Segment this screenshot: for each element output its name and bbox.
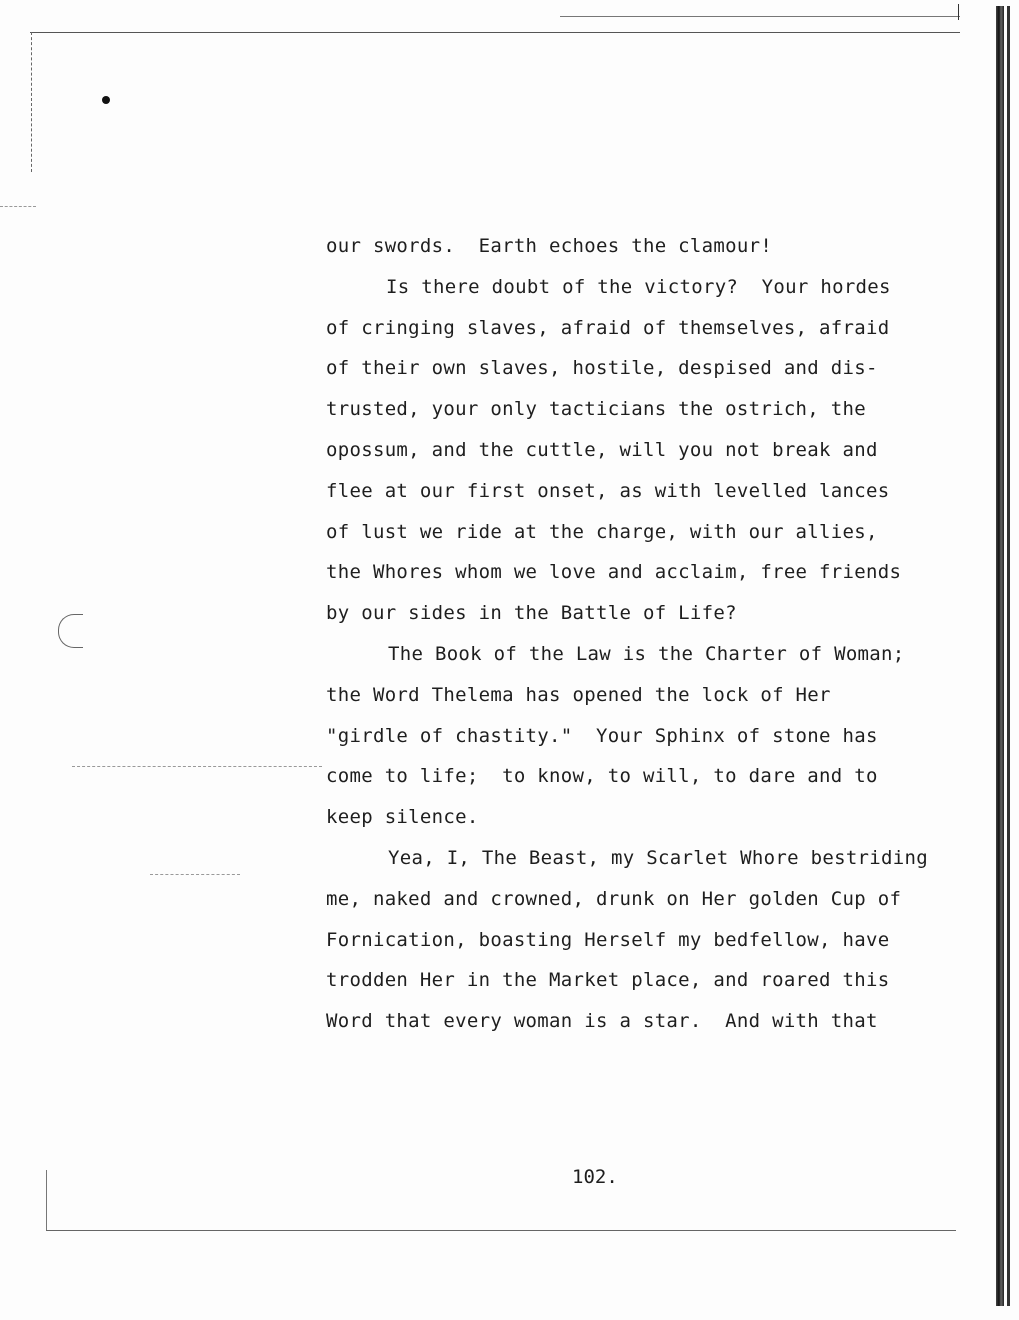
scan-border	[46, 1230, 956, 1231]
text-line: the Whores whom we love and acclaim, free friends	[326, 561, 902, 584]
scan-border	[31, 32, 32, 172]
scan-mark	[958, 4, 959, 20]
text-line: Fornication, boasting Herself my bedfellow, have	[326, 928, 890, 951]
page-number: 102.	[572, 1166, 618, 1188]
scan-border	[46, 1170, 47, 1230]
text-line: of cringing slaves, afraid of themselves, afraid	[326, 316, 890, 339]
text-line: trodden Her in the Market place, and roared this	[326, 969, 890, 992]
text-line: Is there doubt of the victory? Your hordes	[386, 275, 891, 298]
text-line: Word that every woman is a star. And with that	[326, 1010, 878, 1033]
text-line: come to life; to know, to will, to dare and to	[326, 765, 878, 788]
text-line: our swords. Earth echoes the clamour!	[326, 235, 773, 257]
scan-artifact	[58, 614, 83, 648]
text-line: by our sides in the Battle of Life?	[326, 602, 737, 625]
text-line: The Book of the Law is the Charter of Woman;	[388, 642, 905, 665]
text-line: the Word Thelema has opened the lock of Her	[326, 683, 831, 706]
text-line: of lust we ride at the charge, with our allies,	[326, 520, 878, 543]
scan-border	[560, 16, 960, 17]
scan-edge	[996, 6, 1004, 1306]
text-line: opossum, and the cuttle, will you not break and	[326, 438, 878, 461]
scan-artifact	[0, 206, 36, 207]
scan-artifact	[72, 766, 322, 767]
text-line: "girdle of chastity." Your Sphinx of stone has	[326, 724, 878, 747]
text-line: keep silence.	[326, 806, 479, 829]
scan-border	[30, 32, 960, 33]
text-line: of their own slaves, hostile, despised and dis-	[326, 357, 878, 380]
text-line: trusted, your only tacticians the ostrich, the	[326, 398, 866, 421]
text-line: Yea, I, The Beast, my Scarlet Whore bestriding	[388, 846, 928, 869]
body-text	[326, 226, 966, 1042]
scan-edge	[1007, 6, 1010, 1306]
text-line: me, naked and crowned, drunk on Her golden Cup of	[326, 887, 902, 910]
text-line: flee at our first onset, as with levelled lances	[326, 479, 890, 502]
scan-artifact	[150, 874, 240, 875]
ink-spot	[102, 96, 110, 104]
